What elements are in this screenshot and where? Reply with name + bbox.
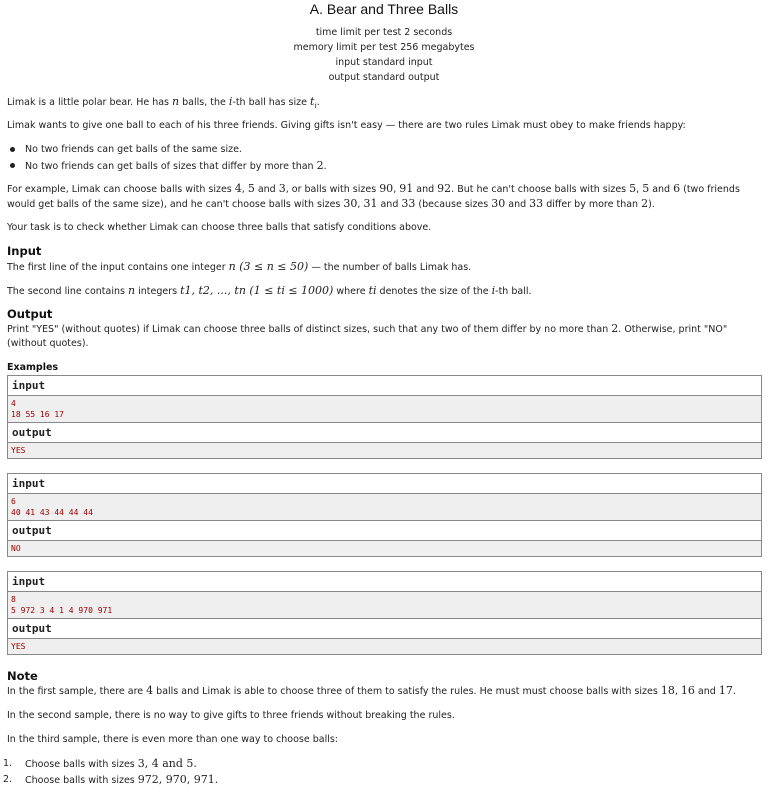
output-description: Print "YES" (without quotes) if Limak can choose three balls of distinct sizes, such that any two of them differ by no more than 2. Otherwise, print "NO" (without quotes). (7, 322, 728, 349)
list-item: 1. Choose balls with sizes 3, 4 and 5. (3, 757, 197, 770)
note-paragraph-3: In the third sample, there is even more than one way to choose balls: (7, 734, 339, 745)
example-1 (7, 375, 762, 459)
note-heading: Note (7, 669, 38, 683)
example-input-data[interactable]: 4 18 55 16 17 (8, 396, 761, 423)
statement-paragraph-2: Limak wants to give one ball to each of his three friends. Giving gifts isn't easy — there are two rules Limak must obey to make friends happy: (7, 120, 686, 131)
example-input-data[interactable]: 8 5 972 3 4 1 4 970 971 (8, 592, 761, 619)
note-paragraph-2: In the second sample, there is no way to give gifts to three friends without breaking the rules. (7, 710, 455, 721)
output-heading: Output (7, 307, 53, 321)
note-choices-list (3, 757, 218, 789)
input-file: input standard input (335, 57, 433, 68)
example-input-label: input (8, 376, 761, 396)
statement-paragraph-4: Your task is to check whether Limak can choose three balls that satisfy conditions above. (7, 222, 432, 233)
note-paragraph-1: In the first sample, there are 4 balls and Limak is able to choose three of them to satisfy the rules. He must must choose balls with sizes 18, 16 and 17. (7, 684, 736, 697)
input-line-1: The first line of the input contains one integer n (3 ≤ n ≤ 50) — the number of balls Limak has. (7, 260, 472, 273)
example-output-data[interactable]: YES (8, 443, 761, 458)
example-output-label: output (8, 619, 761, 639)
statement-paragraph-3: For example, Limak can choose balls with sizes 4, 5 and 3, or balls with sizes 90, 91 and 92. But he can't choose balls with sizes 5, 5 and 6 (two friends would get balls of the same size), and he can't choose balls with sizes 30, 31 and 33 (because sizes 30 and 33 differ by more than 2). (7, 182, 740, 210)
example-2 (7, 473, 762, 557)
problem-title: A. Bear and Three Balls (309, 1, 459, 17)
list-item: 2. Choose balls with sizes 972, 970, 971. (3, 773, 219, 786)
example-input-data[interactable]: 6 40 41 43 44 44 44 (8, 494, 761, 521)
rule-item: No two friends can get balls of sizes that differ by more than 2. (7, 159, 327, 175)
statement-paragraph-1: Limak is a little polar bear. He has n balls, the i-th ball has size $t_i$. (7, 95, 320, 110)
example-input-label: input (8, 474, 761, 494)
input-heading: Input (7, 244, 42, 258)
memory-limit: memory limit per test 256 megabytes (293, 42, 475, 53)
example-3 (7, 571, 762, 655)
example-output-label: output (8, 521, 761, 541)
example-output-data[interactable]: NO (8, 541, 761, 556)
example-output-label: output (8, 423, 761, 443)
rule-item: No two friends can get balls of the same size. (7, 143, 327, 159)
input-line-2: The second line contains n integers t1, t2, ..., tn (1 ≤ ti ≤ 1000) where ti denotes the size of the i-th ball. (7, 284, 532, 297)
time-limit: time limit per test 2 seconds (315, 27, 453, 38)
example-input-label: input (8, 572, 761, 592)
examples-heading: Examples (7, 362, 59, 373)
rules-list (7, 143, 327, 175)
output-file: output standard output (328, 72, 440, 83)
example-output-data[interactable]: YES (8, 639, 761, 654)
problem-header (0, 0, 768, 85)
